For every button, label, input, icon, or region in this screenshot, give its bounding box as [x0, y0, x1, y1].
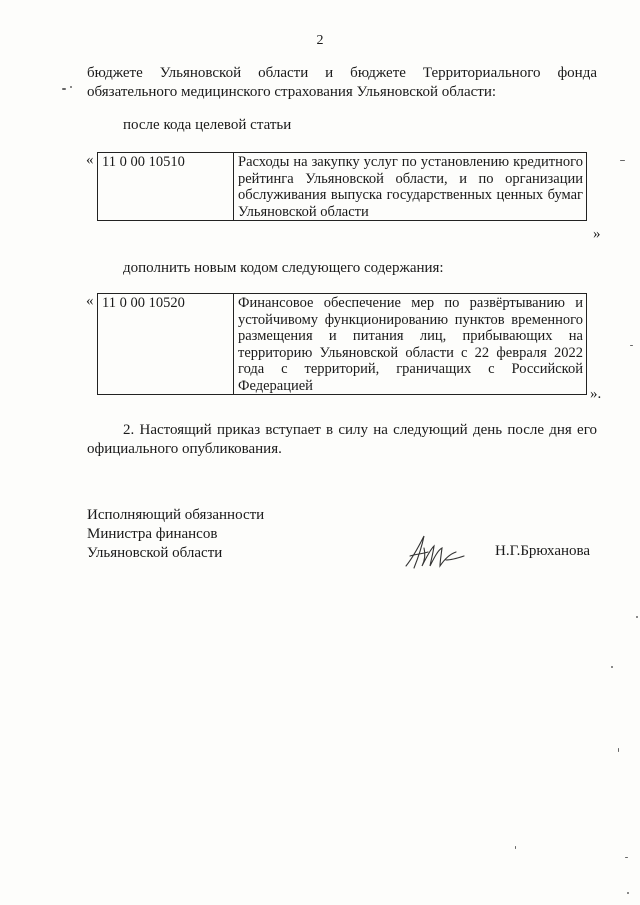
code-table-1: [97, 152, 587, 221]
signature-block: [87, 506, 264, 563]
add-code-text: дополнить новым кодом следующего содержания:: [123, 260, 444, 276]
scan-speck: [630, 345, 633, 346]
scan-speck: [627, 892, 629, 894]
intro-paragraph: бюджете Ульяновской области и бюджете Территориального фонда обязательного медицинского страхования Ульяновской области:: [87, 65, 597, 100]
table2-description: Финансовое обеспечение мер по развёртыванию и устойчивому функционированию пунктов временного размещения и питания лиц, прибывающих на территорию Ульяновской области с 22 февраля 2022 года с территорий, граничащих с Российской Федерацией: [234, 294, 587, 395]
code-table-2: [97, 293, 587, 395]
table2-quote-close: ».: [590, 386, 602, 402]
scan-speck: [636, 616, 638, 618]
scan-speck: [625, 857, 628, 858]
scan-speck: [70, 86, 72, 88]
scan-speck: [618, 748, 619, 752]
page-number: 2: [316, 33, 324, 48]
scan-speck: [515, 846, 516, 849]
scan-speck: [620, 160, 625, 161]
table1-quote-open: «: [86, 152, 94, 168]
table2-quote-open: «: [86, 293, 94, 309]
scan-speck: [611, 666, 613, 668]
signer-position-line1: Исполняющий обязанности: [87, 507, 265, 523]
signer-position-line3: Ульяновской области: [87, 545, 223, 561]
after-code-text: после кода целевой статьи: [123, 117, 292, 133]
paragraph-2-text: 2. Настоящий приказ вступает в силу на следующий день после дня его официального опубликования.: [87, 422, 597, 457]
table-row: [98, 153, 587, 221]
paragraph-2: [87, 421, 597, 459]
table1-quote-close: »: [593, 226, 601, 242]
table1-description: Расходы на закупку услуг по установлению кредитного рейтинга Ульяновской области, и по организации обслуживания выпуска государственных ценных бумаг Ульяновской области: [234, 153, 587, 221]
table1-code: 11 0 00 10510: [98, 153, 234, 221]
signer-position-line2: Министра финансов: [87, 526, 218, 542]
table2-code: 11 0 00 10520: [98, 294, 234, 395]
scan-speck: [62, 88, 66, 90]
handwritten-signature: [400, 530, 470, 574]
table-row: [98, 294, 587, 395]
signer-name: Н.Г.Брюханова: [495, 543, 591, 559]
